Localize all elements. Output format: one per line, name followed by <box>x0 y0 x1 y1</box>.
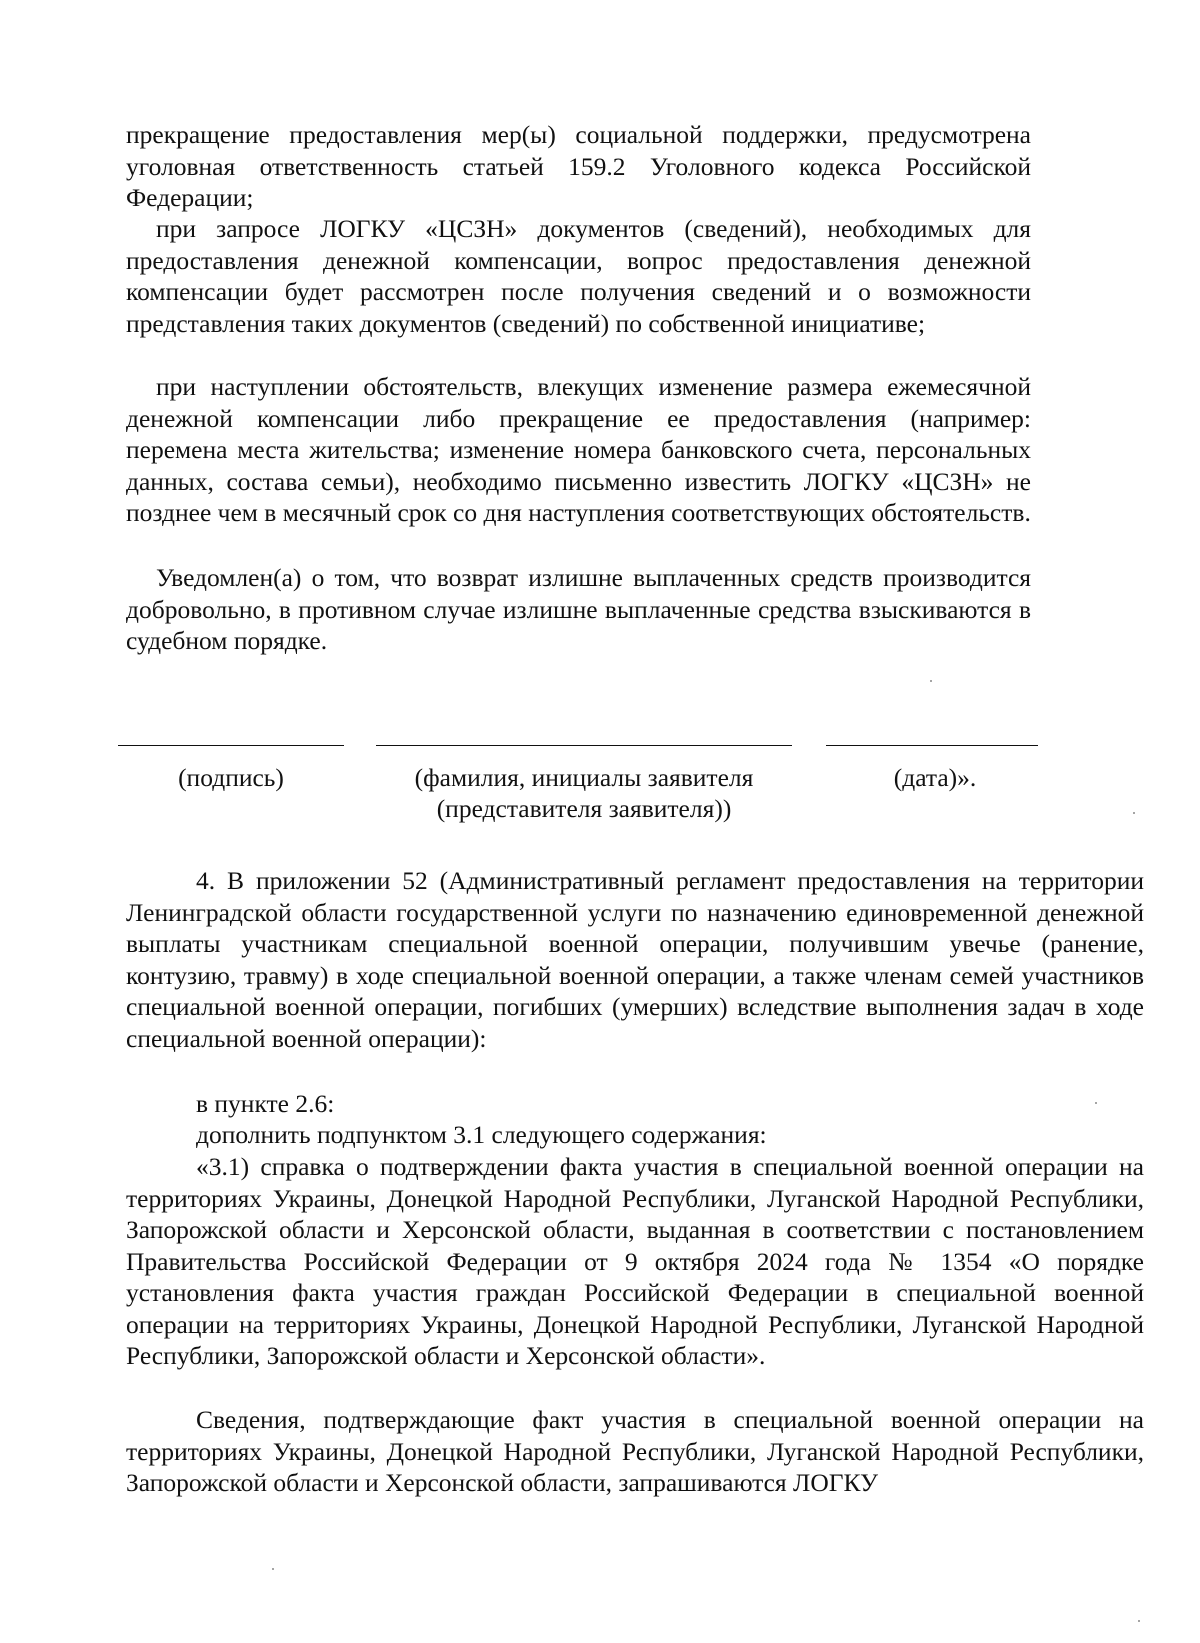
paragraph-information: Сведения, подтверждающие факт участия в специальной военной операции на территориях Украины, Донецкой Народной Республики, Луганской Народной Республики, Запорожской области и Херсонской области, запрашиваются ЛОГКУ <box>126 1405 1144 1497</box>
signature-line <box>118 745 344 746</box>
paragraph-point-2-6: в пункте 2.6: <box>196 1089 335 1118</box>
signature-label: (подпись) <box>178 763 284 792</box>
scan-speck <box>930 680 932 682</box>
date-label: (дата)». <box>893 763 977 792</box>
paragraph-document-request: при запросе ЛОГКУ «ЦСЗН» документов (сведений), необходимых для предоставления денежной компенсации, вопрос предоставления денежной компенсации будет рассмотрен после получения сведений и о возможности представления таких документов (сведений) по собственной инициативе; <box>126 214 1031 338</box>
paragraph-subpoint-3-1: «3.1) справка о подтверждении факта участия в специальной военной операции на территориях Украины, Донецкой Народной Республики, Луганской Народной Республики, Запорожской области и Херсонской области, выданная в соответствии с постановлением Правительства Российской Федерации от 9 октября 2024 года № 1354 «О порядке установления факта участия граждан Российской Федерации в специальной военной операции на территориях Украины, Донецкой Народной Республики, Луганской Народной Республики, Запорожской области и Херсонской области». <box>126 1152 1144 1370</box>
paragraph-refund-notice: Уведомлен(а) о том, что возврат излишне выплаченных средств производится добровольно, в противном случае излишне выплаченные средства взыскиваются в судебном порядке. <box>126 563 1031 655</box>
paragraph-circumstances: при наступлении обстоятельств, влекущих изменение размера ежемесячной денежной компенсации либо прекращение ее предоставления (например: перемена места жительства; изменение номера банковского счета, персональных данных, состава семьи), необходимо письменно известить ЛОГКУ «ЦСЗН» не позднее чем в месячный срок со дня наступления соответствующих обстоятельств. <box>126 372 1031 527</box>
date-line <box>826 745 1038 746</box>
scan-speck <box>1138 1620 1140 1622</box>
scan-speck <box>1133 812 1135 814</box>
scan-speck <box>272 1568 274 1570</box>
scan-speck <box>1095 1102 1097 1104</box>
paragraph-item-4: 4. В приложении 52 (Административный регламент предоставления на территории Ленинградской области государственной услуги по назначению единовременной денежной выплаты участникам специальной военной операции, получившим увечье (ранение, контузию, травму) в ходе специальной военной операции, а также членам семей участников специальной военной операции, погибших (умерших) вследствие выполнения задач в ходе специальной военной операции): <box>126 866 1144 1053</box>
name-label-line2: (представителя заявителя)) <box>436 794 732 823</box>
name-line <box>376 745 792 746</box>
name-label-line1: (фамилия, инициалы заявителя <box>414 763 754 792</box>
paragraph-add-subpoint: дополнить подпунктом 3.1 следующего содержания: <box>196 1120 767 1149</box>
paragraph-liability: прекращение предоставления мер(ы) социальной поддержки, предусмотрена уголовная ответственность статьей 159.2 Уголовного кодекса Российской Федерации; <box>126 120 1031 212</box>
